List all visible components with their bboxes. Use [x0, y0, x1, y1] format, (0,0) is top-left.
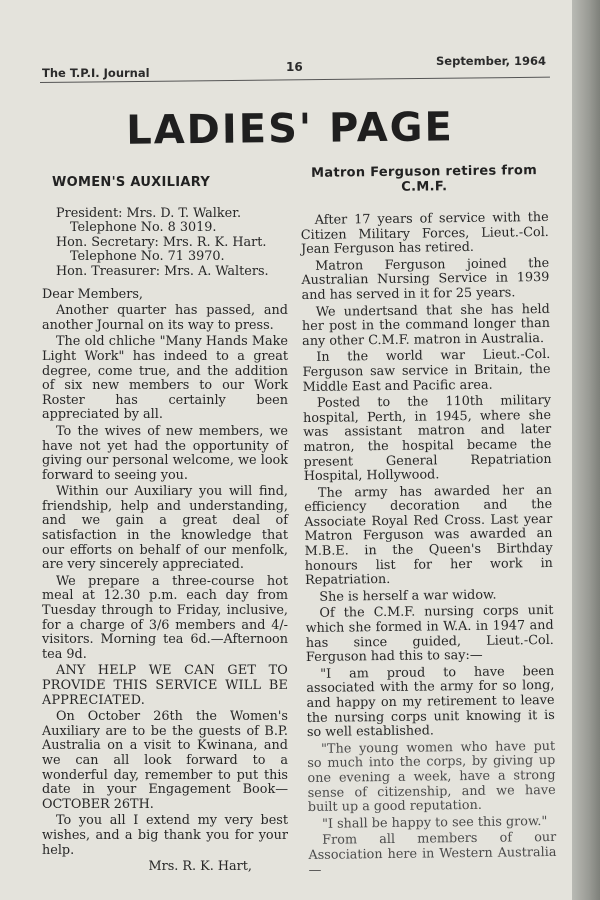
paragraph: Within our Auxiliary you will find, friendship, help and understanding, and we gain a great deal of satisfaction in the knowledge that our efforts on behalf of our menfolk, are very sincerely appreciated.: [42, 484, 288, 573]
paragraph: On October 26th the Women's Auxiliary are to be the guests of B.P. Australia on a visit to Kwinana, and we can all look forward to a wonderful day, remember to put this date in your Engagement Book—OCTOBER 26TH.: [42, 709, 288, 812]
page-title: LADIES' PAGE: [125, 104, 455, 154]
paragraph: Another quarter has passed, and another Journal on its way to press.: [42, 303, 288, 333]
issue-date: September, 1964: [436, 54, 546, 68]
paragraph: "I shall be happy to see this grow.": [321, 813, 548, 832]
officer-line: President: Mrs. D. T. Walker.: [56, 205, 242, 221]
paragraph: Matron Ferguson joined the Australian Nursing Service in 1939 and has served in it for 25 years.: [301, 255, 550, 303]
officer-line: Hon. Secretary: Mrs. R. K. Hart.: [56, 234, 267, 250]
officer-line: Telephone No. 71 3970.: [70, 249, 225, 265]
page-edge: [572, 0, 600, 900]
paragraph: From all members of our Association here in Western Australia—: [308, 830, 557, 878]
paragraph: To the wives of new members, we have not yet had the opportunity of giving our personal welcome, we look forward to seeing you.: [42, 423, 288, 483]
article-heading: Matron Ferguson retires from C.M.F.: [310, 163, 538, 195]
paragraph: Posted to the 110th military hospital, Perth, in 1945, where she was assistant matron and later matron, the hospital became the present General Repatriation Hospital, Hollywood.: [302, 393, 552, 485]
paragraph: Of the C.M.F. nursing corps unit which she formed in W.A. in 1947 and has since guided, Lieut.-Col. Ferguson had this to say:—: [305, 603, 554, 666]
paragraph: After 17 years of service with the Citizen Military Forces, Lieut.-Col. Jean Ferguson has retired.: [300, 209, 549, 258]
officer-line: Telephone No. 8 3019.: [70, 220, 217, 236]
paragraph: We prepare a three-course hot meal at 12.30 p.m. each day from Tuesday through to Friday, inclusive, for a charge of 3/6 members and 4/- visitors. Morning tea 6d.—Afternoon tea 9d.: [42, 573, 288, 662]
signature: Mrs. R. K. Hart,: [148, 859, 252, 875]
paragraph: In the world war Lieut.-Col. Ferguson saw service in Britain, the Middle East and Pacific area.: [302, 347, 551, 395]
paragraph: She is herself a war widow.: [319, 587, 497, 605]
page-header: [40, 52, 550, 78]
officers-list: [56, 207, 288, 280]
page-number: 16: [286, 60, 303, 74]
officer-line: Hon. Treasurer: Mrs. A. Walters.: [56, 263, 269, 279]
paragraph: To you all I extend my very best wishes, and a big thank you for your help.: [42, 813, 288, 858]
paragraph: The army has awarded her an efficiency decoration and the Associate Royal Red Cross. Last year Matron Ferguson was awarded an M.B.E. in the Queen's Birthday honours list for her work in Repatriation.: [304, 482, 553, 589]
womens-auxiliary-column: [42, 176, 288, 875]
salutation: Dear Members,: [42, 286, 143, 302]
paragraph: "The young women who have put so much into the corps, by giving up one evening a week, have a strong sense of citizenship, and we have built up a good reputation.: [307, 738, 556, 816]
section-heading: WOMEN'S AUXILIARY: [52, 175, 211, 190]
paragraph: We undertsand that she has held her post in the command longer than any other C.M.F. matron in Australia.: [301, 301, 551, 349]
journal-name: The T.P.I. Journal: [42, 66, 150, 80]
matron-ferguson-column: [300, 163, 557, 880]
paragraph: "I am proud to have been associated with the army for so long, and happy on my retirement to leave the nursing corps unit knowing it is so well established.: [306, 663, 555, 741]
paragraph: ANY HELP WE CAN GET TO PROVIDE THIS SERVICE WILL BE APPRECIATED.: [42, 663, 288, 708]
paragraph: The old chliche "Many Hands Make Light Work" has indeed to a great degree, come true, and the addition of six new members to our Work Roster has certainly been appreciated by all.: [42, 334, 288, 423]
